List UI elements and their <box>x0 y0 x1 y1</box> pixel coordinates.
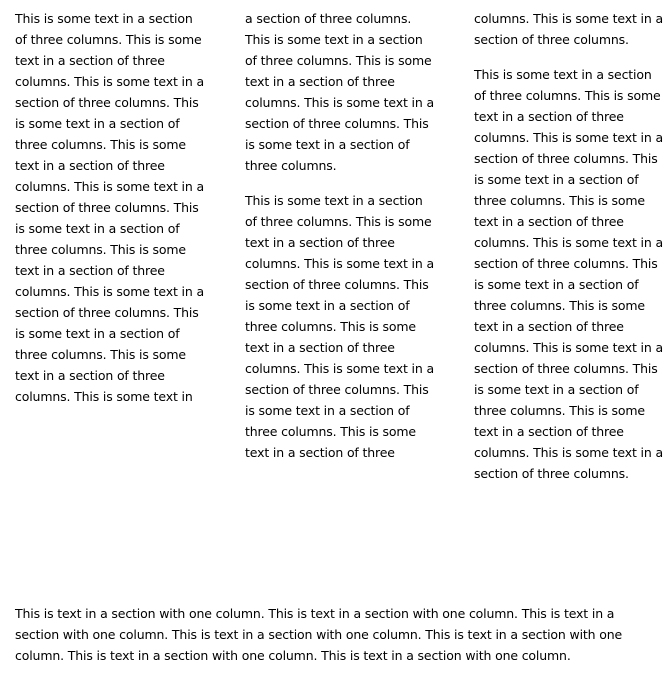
column-2 <box>245 8 435 463</box>
one-column-section-paragraph: This is text in a section with one column. This is text in a section with one column. This is text in a section with one column. This is text in a section with one column. This is text in a section with one column. This is text in a section with one column. This is text in a section with one column. <box>15 606 623 663</box>
column-3-paragraph-2: This is some text in a section of three columns. This is some text in a section of three columns. This is some text in a section of three columns. This is some text in a section of three columns. This is some text in a section of three columns. This is some text in a section of three columns. This is some text in a section of three columns. This is some text in a section of three columns. This is some text in a section of three columns. This is some text in a section of three columns. This is some text in a section of three columns. This is some text in a section of three columns. <box>474 67 663 481</box>
column-1 <box>15 8 205 407</box>
three-column-section <box>15 8 663 598</box>
column-1-paragraph: This is some text in a section of three columns. This is some text in a section of three columns. This is some text in a section of three columns. This is some text in a section of three columns. This is some text in a section of three columns. This is some text in a section of three columns. This is some text in a section of three columns. This is some text in a section of three columns. This is some text in a section of three columns. This is some text in a section of three columns. This is some text in a section of three columns. This is some text in <box>15 11 204 404</box>
column-2-paragraph-1: a section of three columns. This is some text in a section of three columns. This is some text in a section of three columns. This is some text in a section of three columns. This is some text in a section of three columns. <box>245 11 434 173</box>
column-2-paragraph-2: This is some text in a section of three columns. This is some text in a section of three columns. This is some text in a section of three columns. This is some text in a section of three columns. This is some text in a section of three columns. This is some text in a section of three columns. This is some text in a section of three columns. This is some text in a section of three <box>245 193 434 460</box>
column-3 <box>474 8 664 484</box>
column-3-paragraph-1: columns. This is some text in a section of three columns. <box>474 11 663 47</box>
